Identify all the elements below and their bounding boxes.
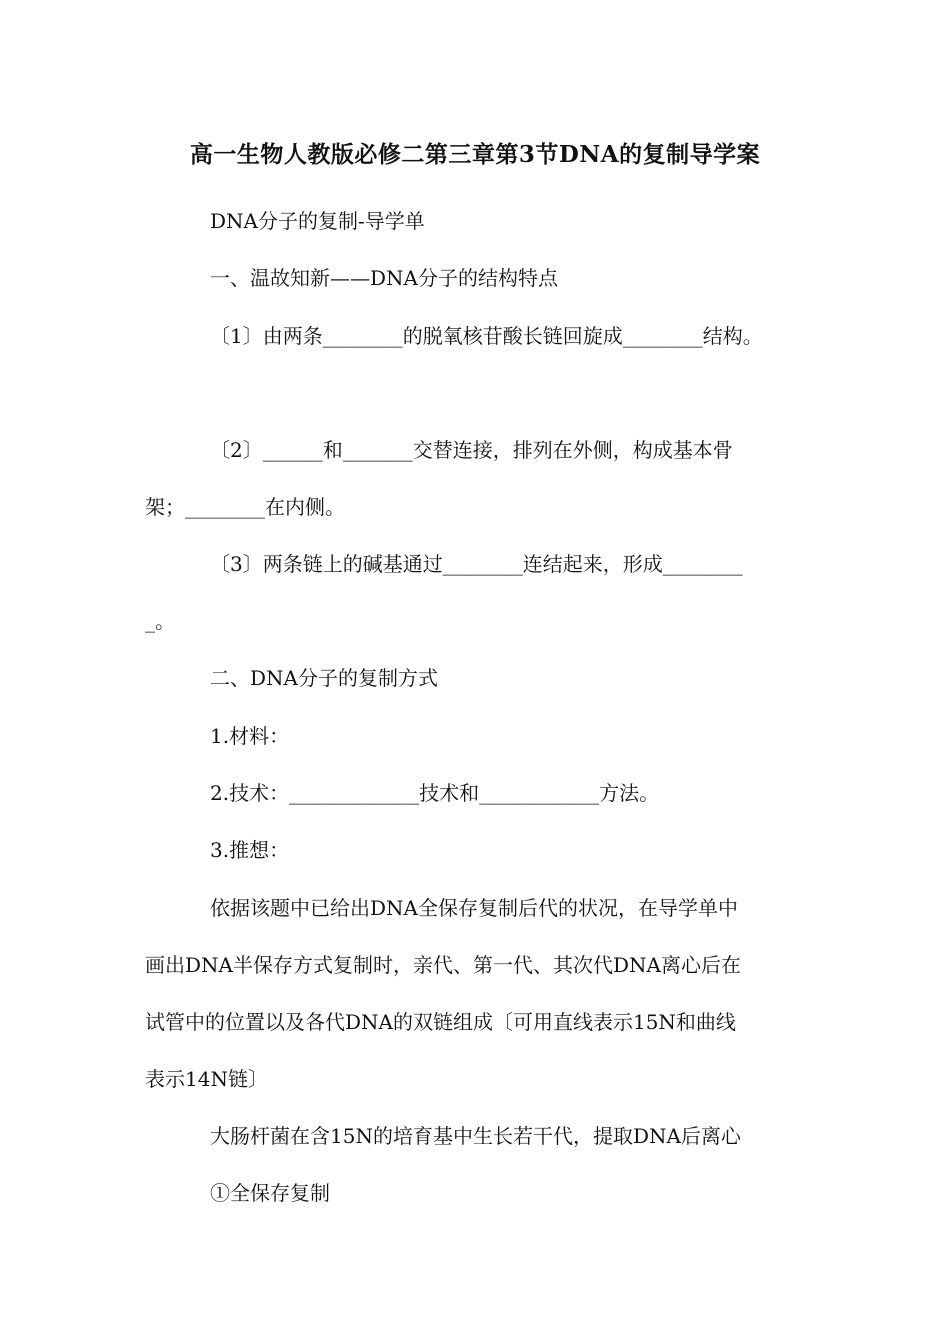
conservative-replication-label: ①全保存复制 [210,1181,330,1205]
section-two-heading: 二、DNA分子的复制方式 [210,666,438,690]
instruction-line-1: 依据该题中已给出DNA全保存复制后代的状况，在导学单中 [210,896,738,920]
section-one-heading: 一、温故知新——DNA分子的结构特点 [210,266,558,290]
question-3-line-2: _。 [145,609,175,633]
instruction-line-4: 表示14N链〕 [145,1067,268,1091]
experiment-description: 大肠杆菌在含15N的培育基中生长若干代，提取DNA后离心 [210,1124,741,1148]
question-2-line-2: 架；________在内侧。 [145,495,345,519]
instruction-line-3: 试管中的位置以及各代DNA的双链组成〔可用直线表示15N和曲线 [145,1010,736,1034]
worksheet-heading: DNA分子的复制-导学单 [210,209,425,233]
item-hypothesis: 3.推想： [210,838,290,862]
question-2-line-1: 〔2〕______和_______交替连接，排列在外侧，构成基本骨 [210,438,733,462]
item-techniques: 2.技术：_____________技术和____________方法。 [210,781,660,805]
question-3-line-1: 〔3〕两条链上的碱基通过________连结起来，形成________ [210,552,743,576]
item-materials: 1.材料： [210,724,290,748]
instruction-line-2: 画出DNA半保存方式复制时，亲代、第一代、其次代DNA离心后在 [145,953,741,977]
question-1: 〔1〕由两条________的脱氧核苷酸长链回旋成________结构。 [210,324,763,348]
document-title: 高一生物人教版必修二第三章第3节DNA的复制导学案 [189,141,761,168]
